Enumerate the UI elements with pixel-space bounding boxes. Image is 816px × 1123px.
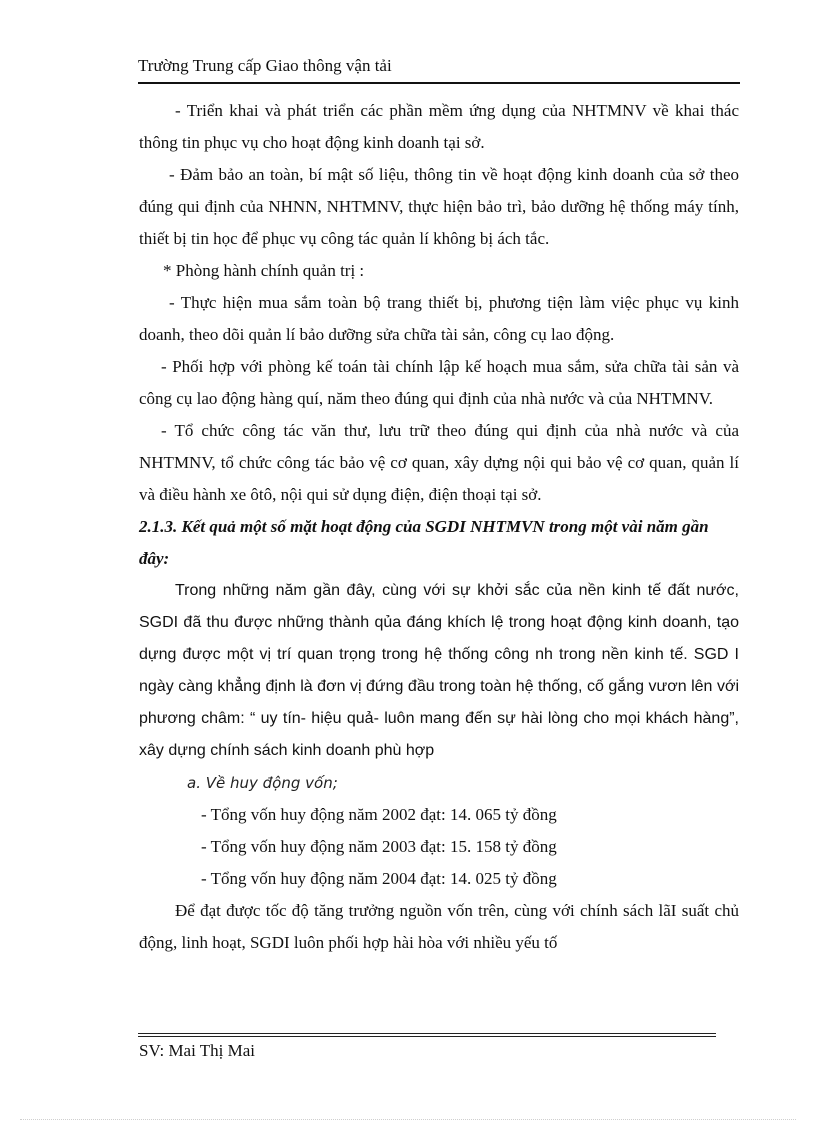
paragraph-security: - Đảm bảo an toàn, bí mật số liệu, thông tin về hoạt động kinh doanh của sở theo đúng qui định của NHNN, NHTMNV, thực hiện bảo trì, bảo dưỡng hệ thống máy tính, thiết bị tin học để phục vụ công tác quản lí không bị ách tắc.	[139, 165, 739, 248]
section-intro: Trong những năm gần đây, cùng với sự khởi sắc của nền kinh tế đất nước, SGDI đã thu được những thành qủa đáng khích lệ trong hoạt động kinh doanh, tạo dựng được một vị trí quan trọng trong hệ thống công nh trong nền kinh tế. SGD I ngày càng khẳng định là đơn vị đứng đầu trong toàn hệ thống, cố gắng vươn lên với phương châm: “ uy tín- hiệu quả- luôn mang đến sự hài lòng cho mọi khách hàng”, xây dựng chính sách kinh doanh phù hợp	[139, 582, 739, 759]
section-heading: 2.1.3. Kết quả một số mặt hoạt động của SGDI NHTMVN trong một vài năm gần đây:	[139, 517, 709, 568]
document-body	[139, 95, 739, 959]
paragraph-clerical: - Tổ chức công tác văn thư, lưu trữ theo đúng qui định của nhà nước và của NHTMNV, tổ chức công tác bảo vệ cơ quan, xây dựng nội qui bảo vệ cơ quan, quản lí và điều hành xe ôtô, nội qui sử dụng điện, điện thoại tại sở.	[139, 421, 739, 504]
footer-rule-bottom	[138, 1036, 716, 1037]
page-footer: SV: Mai Thị Mai	[139, 1041, 256, 1060]
footer-rule-top	[138, 1033, 716, 1034]
page-header: Trường Trung cấp Giao thông vận tải	[138, 56, 392, 75]
list-item: - Tổng vốn huy động năm 2002 đạt: 14. 065 tỷ đồng	[201, 805, 557, 824]
paragraph-coordination: - Phối hợp với phòng kế toán tài chính lập kế hoạch mua sắm, sửa chữa tài sản và công cụ lao động hàng quí, năm theo đúng qui định của nhà nước và của NHTMNV.	[139, 357, 739, 408]
list-item: - Tổng vốn huy động năm 2003 đạt: 15. 158 tỷ đồng	[201, 837, 557, 856]
header-rule	[138, 82, 740, 84]
section-subheading: a. Về huy động vốn;	[187, 774, 338, 792]
paragraph-admin-dept: * Phòng hành chính quản trị :	[163, 261, 365, 280]
paragraph-procurement: - Thực hiện mua sắm toàn bộ trang thiết bị, phương tiện làm việc phục vụ kinh doanh, theo dõi quản lí bảo dưỡng sửa chữa tài sản, công cụ lao động.	[139, 293, 739, 344]
list-item: - Tổng vốn huy động năm 2004 đạt: 14. 025 tỷ đồng	[201, 869, 557, 888]
paragraph-software: - Triển khai và phát triển các phần mềm ứng dụng của NHTMNV về khai thác thông tin phục vụ cho hoạt động kinh doanh tại sở.	[139, 101, 739, 152]
section-closing: Để đạt được tốc độ tăng trưởng nguồn vốn trên, cùng với chính sách lãI suất chủ động, linh hoạt, SGDI luôn phối hợp hài hòa với nhiều yếu tố	[139, 901, 739, 952]
page-edge-dots	[20, 1119, 796, 1120]
